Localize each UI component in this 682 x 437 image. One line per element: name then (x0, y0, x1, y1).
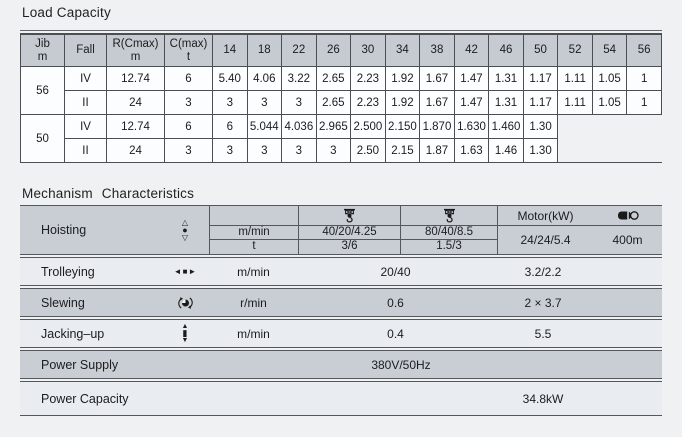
capacity-cell: 2.965 (316, 115, 351, 139)
cmax-cell: 3 (165, 91, 213, 115)
table-row (21, 91, 662, 115)
cmax-cell: 3 (165, 139, 213, 163)
jacking-up-band (20, 319, 662, 348)
capacity-cell: 4.06 (247, 67, 282, 91)
capacity-cell: 2.65 (316, 91, 351, 115)
jacking-up-motor-power: 5.5 (534, 326, 552, 341)
capacity-cell: 1.63 (454, 139, 489, 163)
hook-block-icon (298, 206, 400, 226)
slewing-label: Slewing (41, 295, 85, 310)
empty-region (558, 115, 662, 139)
table-row (21, 115, 662, 139)
capacity-cell: 5.40 (213, 67, 248, 91)
capacity-cell: 1.460 (489, 115, 524, 139)
load-capacity-table (20, 33, 662, 163)
col-header-jib: Jib m (21, 34, 65, 67)
arrow-right-icon: ► (188, 266, 197, 276)
fall-cell: IV (65, 67, 107, 91)
triangle-down-outline-icon: ▽ (181, 232, 189, 242)
capacity-cell: 4.036 (282, 115, 317, 139)
capacity-cell: 1.17 (523, 91, 558, 115)
col-header-fall: Fall (65, 34, 107, 67)
col-header-radius: 46 (489, 34, 524, 67)
filled-block-icon: ▮ (182, 328, 188, 338)
capacity-cell: 1.870 (420, 115, 455, 139)
slewing-band (20, 288, 662, 317)
hoisting-speed-a: 40/20/4.25 (298, 226, 400, 240)
col-header-radius: 38 (420, 34, 455, 67)
fall-cell: II (65, 139, 107, 163)
jacking-up-icon (161, 323, 209, 344)
capacity-cell: 1.92 (385, 67, 420, 91)
capacity-cell: 3 (247, 139, 282, 163)
col-header-cmax: C(max) t (165, 34, 213, 67)
capacity-cell: 2.150 (385, 115, 420, 139)
hook-block-icon (400, 206, 497, 226)
capacity-cell: 3 (213, 139, 248, 163)
hoisting-icon (161, 206, 209, 254)
capacity-cell: 3 (247, 91, 282, 115)
load-capacity-header-row (21, 34, 662, 67)
capacity-cell: 1.30 (523, 115, 558, 139)
capacity-cell: 1 (627, 91, 662, 115)
col-header-radius: 50 (523, 34, 558, 67)
jacking-up-label: Jacking–up (41, 326, 105, 341)
trolleying-icon (161, 268, 209, 276)
triangle-up-outline-icon: △ (181, 217, 189, 227)
capacity-cell: 1 (627, 67, 662, 91)
capacity-cell: 3 (282, 91, 317, 115)
capacity-cell: 1.17 (523, 67, 558, 91)
trolleying-band (20, 257, 662, 286)
power-capacity-label: Power Capacity (41, 391, 129, 406)
power-supply-label: Power Supply (41, 357, 119, 372)
trolleying-speed: 20/40 (380, 264, 411, 279)
power-capacity-band (20, 381, 662, 416)
capacity-cell: 2.23 (351, 91, 386, 115)
slewing-motor-power: 2 × 3.7 (524, 295, 562, 310)
col-header-radius: 54 (592, 34, 627, 67)
hoisting-load-b: 1.5/3 (400, 240, 497, 254)
rcmax-cell: 12.74 (107, 115, 165, 139)
col-header-radius: 56 (627, 34, 662, 67)
mechanism-table (20, 205, 662, 416)
table-row (21, 139, 662, 163)
capacity-cell: 1.47 (454, 67, 489, 91)
cmax-cell: 6 (165, 67, 213, 91)
capacity-cell: 6 (213, 115, 248, 139)
slewing-unit: r/min (240, 295, 267, 310)
jib-length-cell: 56 (21, 67, 65, 115)
jib-length-cell: 50 (21, 115, 65, 163)
col-header-radius: 42 (454, 34, 489, 67)
slewing-rotation-icon (161, 296, 209, 310)
filled-circle-icon: ● (182, 224, 188, 235)
trolleying-label: Trolleying (41, 264, 95, 279)
arrow-down-icon: ▼ (181, 337, 189, 344)
capacity-cell: 2.500 (351, 115, 386, 139)
capacity-cell: 1.47 (454, 91, 489, 115)
slewing-speed: 0.6 (387, 295, 404, 310)
rcmax-cell: 24 (107, 91, 165, 115)
rcmax-cell: 12.74 (107, 67, 165, 91)
capacity-cell: 2.23 (351, 67, 386, 91)
arrow-left-icon: ◄ (173, 266, 182, 276)
power-supply-band (20, 350, 662, 379)
fall-cell: IV (65, 115, 107, 139)
cmax-cell: 6 (165, 115, 213, 139)
load-capacity-title: Load Capacity (22, 5, 111, 20)
capacity-cell: 1.31 (489, 91, 524, 115)
hoisting-grid (209, 206, 662, 254)
mechanism-title: Mechanism Characteristics (22, 186, 195, 201)
capacity-cell: 1.11 (558, 67, 593, 91)
hoisting-speed-b: 80/40/8.5 (400, 226, 497, 240)
jacking-up-unit: m/min (237, 326, 270, 341)
capacity-cell: 1.30 (523, 139, 558, 163)
hoisting-load-a: 3/6 (298, 240, 400, 254)
capacity-cell: 1.67 (420, 67, 455, 91)
hoisting-motor-power: 24/24/5.4 (497, 226, 593, 254)
capacity-cell: 1.630 (454, 115, 489, 139)
capacity-cell: 2.65 (316, 67, 351, 91)
capacity-cell: 1.05 (592, 91, 627, 115)
capacity-cell: 1.67 (420, 91, 455, 115)
table-row (21, 67, 662, 91)
capacity-cell: 1.87 (420, 139, 455, 163)
arrow-up-icon: ▲ (181, 323, 189, 330)
fall-cell: II (65, 91, 107, 115)
capacity-cell: 5.044 (247, 115, 282, 139)
capacity-cell: 2.15 (385, 139, 420, 163)
capacity-cell: 1.05 (592, 67, 627, 91)
col-header-rcmax: R(Cmax) m (107, 34, 165, 67)
hoisting-load-unit: t (209, 240, 298, 254)
empty-header-cell (209, 206, 298, 226)
col-header-radius: 26 (316, 34, 351, 67)
col-header-radius: 22 (282, 34, 317, 67)
capacity-cell: 3.22 (282, 67, 317, 91)
power-capacity-value: 34.8kW (522, 391, 564, 406)
capacity-cell: 1.31 (489, 67, 524, 91)
hoisting-band (20, 205, 662, 255)
trolleying-unit: m/min (237, 264, 270, 279)
jacking-up-speed: 0.4 (387, 326, 404, 341)
rcmax-cell: 24 (107, 139, 165, 163)
capacity-cell: 1.46 (489, 139, 524, 163)
hoisting-speed-unit: m/min (209, 226, 298, 240)
empty-region (558, 139, 662, 163)
col-header-radius: 52 (558, 34, 593, 67)
hoisting-label: Hoisting (41, 223, 87, 237)
col-header-radius: 14 (213, 34, 248, 67)
motor-column-header: Motor(kW) (497, 206, 593, 226)
capacity-cell: 3 (316, 139, 351, 163)
power-supply-value: 380V/50Hz (371, 357, 431, 372)
rope-drum-icon (593, 206, 662, 226)
load-capacity-table-wrap (20, 30, 662, 163)
capacity-cell: 3 (282, 139, 317, 163)
trolleying-motor-power: 3.2/2.2 (524, 264, 562, 279)
col-header-radius: 34 (385, 34, 420, 67)
col-header-radius: 30 (351, 34, 386, 67)
hoisting-rope-length: 400m (612, 233, 643, 247)
capacity-cell: 2.50 (351, 139, 386, 163)
col-header-radius: 18 (247, 34, 282, 67)
capacity-cell: 3 (213, 91, 248, 115)
capacity-cell: 1.11 (558, 91, 593, 115)
capacity-cell: 1.92 (385, 91, 420, 115)
filled-square-icon: ■ (182, 266, 188, 276)
